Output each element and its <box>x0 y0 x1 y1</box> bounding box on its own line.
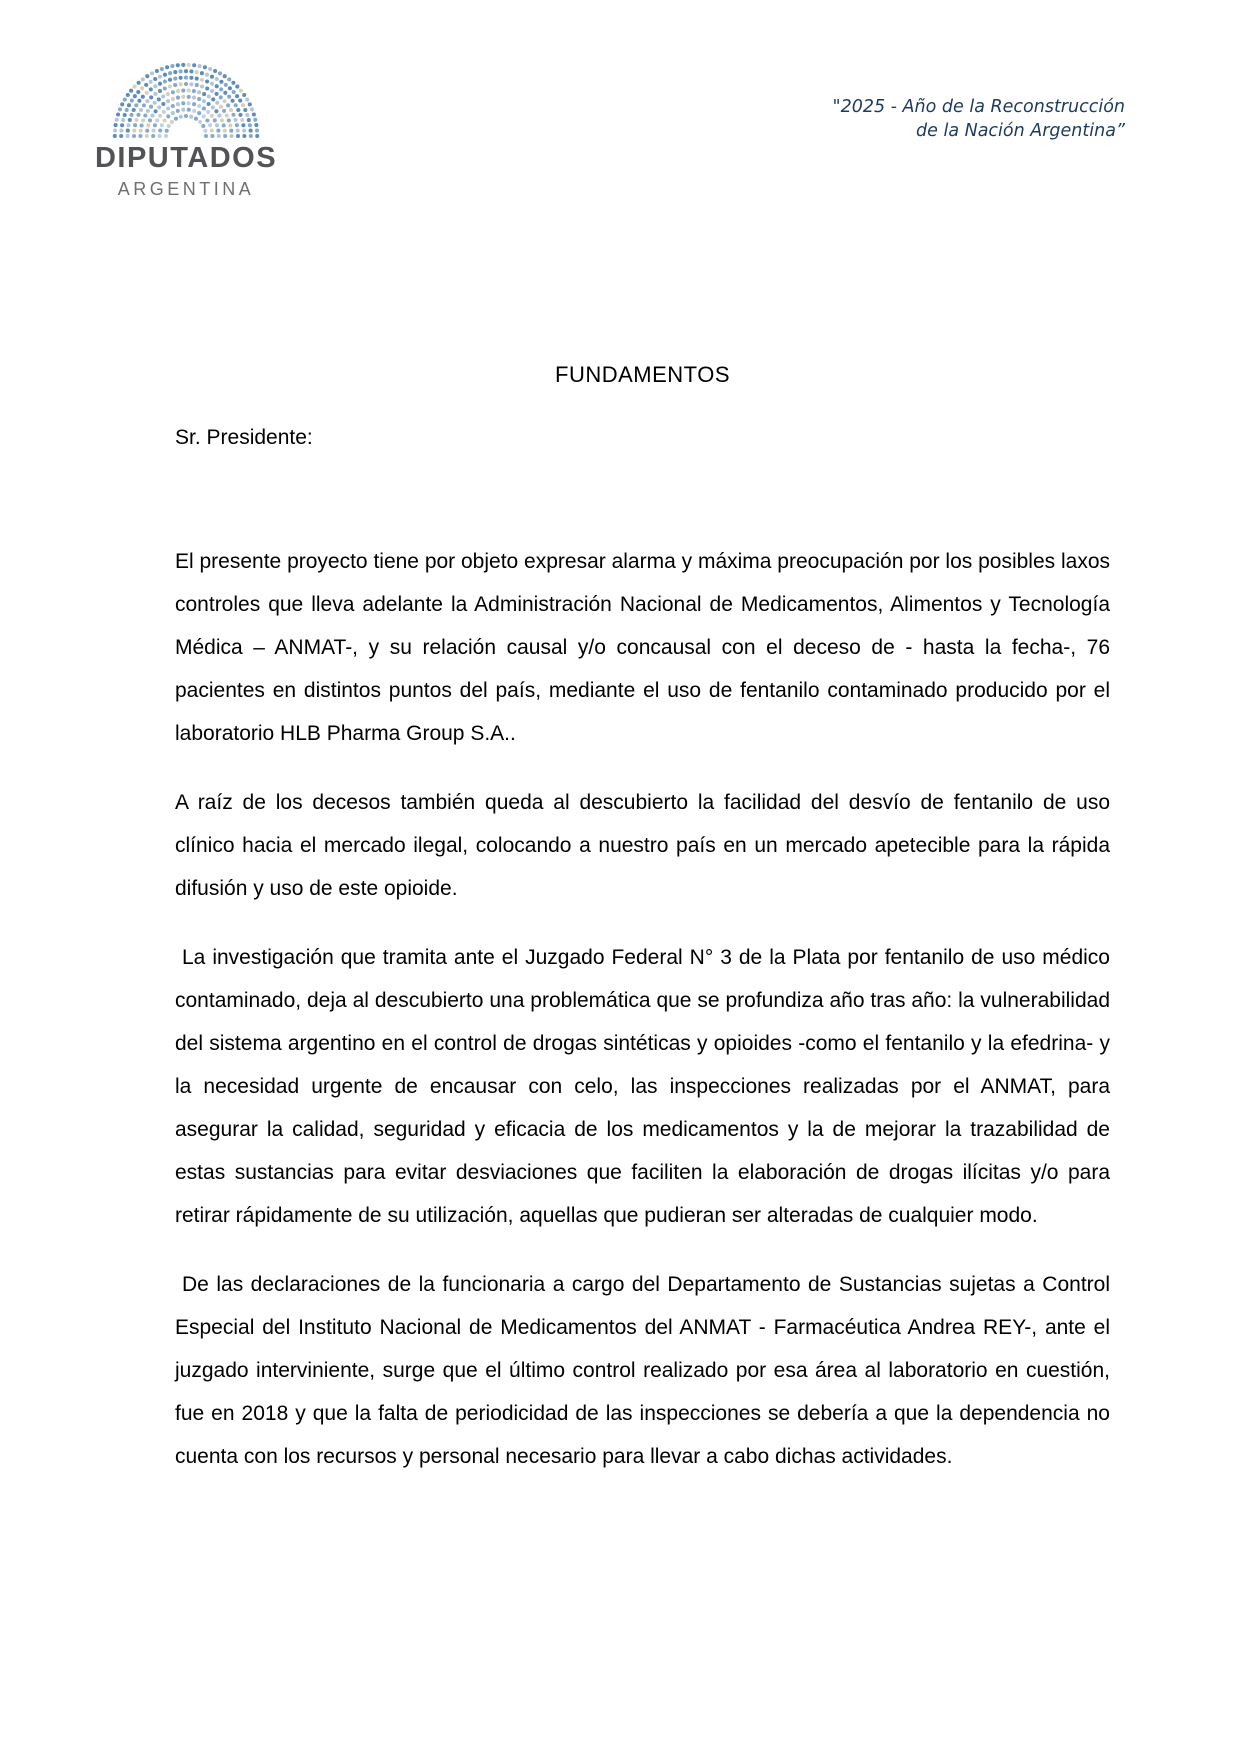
paragraph: El presente proyecto tiene por objeto expresar alarma y máxima preocupación por los posibles laxos controles que lleva adelante la Administración Nacional de Medicamentos, Alimentos y Tecnología Médica – ANMAT-, y su relación causal y/o concausal con el deceso de - hasta la fecha-, 76 pacientes en distintos puntos del país, mediante el uso de fentanilo contaminado producido por el laboratorio HLB Pharma Group S.A.. <box>175 550 1110 745</box>
document-body <box>175 540 1110 1504</box>
paragraph: De las declaraciones de la funcionaria a cargo del Departamento de Sustancias sujetas a Control Especial del Instituto Nacional de Medicamentos del ANMAT - Farmacéutica Andrea REY-, ante el juzgado interviniente, surge que el último control realizado por esa área al laboratorio en cuestión, fue en 2018 y que la falta de periodicidad de las inspecciones se debería a que la dependencia no cuenta con los recursos y personal necesario para llevar a cabo dichas actividades. <box>175 1273 1110 1468</box>
page-title: FUNDAMENTOS <box>555 362 730 387</box>
paragraph: A raíz de los decesos también queda al descubierto la facilidad del desvío de fentanilo de uso clínico hacia el mercado ilegal, colocando a nuestro país en un mercado apetecible para la rápida difusión y uso de este opioide. <box>175 791 1110 900</box>
year-motto-line1: "2025 - Año de la Reconstrucción <box>832 97 1125 117</box>
salutation: Sr. Presidente: <box>175 426 313 449</box>
logo-subtitle: ARGENTINA <box>117 179 255 199</box>
parliament-hemicycle-dots-icon <box>106 58 266 140</box>
logo-title: DIPUTADOS <box>94 142 278 174</box>
diputados-logo <box>94 58 278 200</box>
year-motto <box>833 95 1125 143</box>
paragraph: La investigación que tramita ante el Juzgado Federal N° 3 de la Plata por fentanilo de uso médico contaminado, deja al descubierto una problemática que se profundiza año tras año: la vulnerabilidad del sistema argentino en el control de drogas sintéticas y opioides -como el fentanilo y la efedrina- y la necesidad urgente de encausar con celo, las inspecciones realizadas por el ANMAT, para asegurar la calidad, seguridad y eficacia de los medicamentos y la de mejorar la trazabilidad de estas sustancias para evitar desviaciones que faciliten la elaboración de drogas ilícitas y/o para retirar rápidamente de su utilización, aquellas que pudieran ser alteradas de cualquier modo. <box>175 946 1110 1227</box>
year-motto-line2: de la Nación Argentina” <box>916 121 1125 141</box>
